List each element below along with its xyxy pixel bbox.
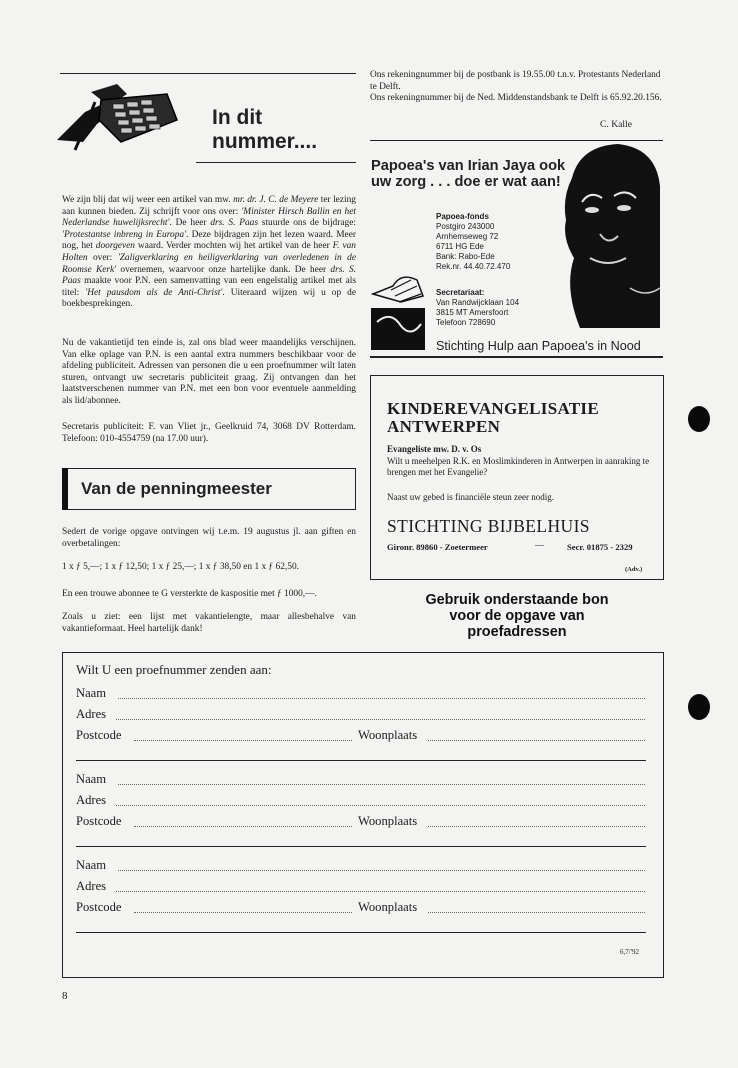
- ke-title-line2: ANTWERPEN: [387, 417, 501, 436]
- fonds-line: Bank: Rabo-Ede: [436, 252, 495, 261]
- fonds-line: Postgiro 243000: [436, 222, 495, 231]
- fonds-line: 6711 HG Ede: [436, 242, 484, 251]
- treasurer-paragraph-2: 1 x ƒ 5,—; 1 x ƒ 12,50; 1 x ƒ 25,—; 1 x ƒ 38,50 en 1 x ƒ 62,50.: [62, 562, 299, 572]
- form-separator: [76, 760, 646, 761]
- postcode-label: Postcode: [76, 728, 122, 742]
- secretaris-paragraph: Secretaris publiciteit: F. van Vliet jr., Geelkruid 74, 3068 DV Rotterdam. Telefoon: 010-4554759 (na 17.00 uur).: [62, 422, 356, 444]
- secretariaat-line: Van Randwijcklaan 104: [436, 298, 520, 307]
- papoea-secretariaat: [436, 288, 519, 328]
- intro-italic-run: 'Zaligverklaring en heiligverklaring van overledenen in de Roomse Kerk': [62, 252, 357, 275]
- telephone-illustration: [55, 78, 195, 158]
- page-number: 8: [62, 990, 68, 1002]
- woonplaats-field[interactable]: [428, 911, 645, 913]
- header-bottom-rule: [196, 162, 356, 163]
- treasurer-paragraph-3: En een trouwe abonnee te G versterkte de kaspositie met ƒ 1000,—.: [62, 589, 317, 599]
- adres-label: Adres: [76, 707, 107, 721]
- ke-stichting: STICHTING BIJBELHUIS: [387, 516, 590, 536]
- naam-label: Naam: [76, 686, 107, 700]
- intro-run: . Deze bijdragen zijn het lezen waard. Meer nog, het: [62, 229, 356, 252]
- ke-gironr: Gironr. 89860 - Zoetermeer: [387, 542, 488, 552]
- woonplaats-field[interactable]: [428, 739, 645, 741]
- postcode-field[interactable]: [134, 911, 352, 913]
- adres-field[interactable]: [116, 718, 645, 720]
- ke-dash: —: [535, 540, 544, 550]
- header-top-rule: [60, 73, 356, 74]
- bon-heading-line3: proefadressen: [467, 624, 567, 640]
- intro-run: ter lezing aan kunnen bieden. Zij schrijft voor ons over:: [62, 195, 356, 217]
- woonplaats-label: Woonplaats: [358, 900, 418, 914]
- treasurer-box: [62, 468, 356, 510]
- secretariaat-line: 3815 MT Amersfoort: [436, 308, 509, 317]
- intro-run: maakte voor P.N. een samenvatting van een engelstalig artikel met als titel:: [62, 276, 356, 298]
- stichting-hulp: Stichting Hulp aan Papoea's in Nood: [436, 339, 641, 353]
- naam-field[interactable]: [118, 783, 645, 785]
- papoea-portrait: [560, 138, 662, 328]
- adres-field[interactable]: [116, 804, 645, 806]
- intro-italic-run: drs. S. Paas: [210, 218, 259, 229]
- header-title-line1: In dit: [212, 106, 263, 129]
- intro-italic-run: mr. dr. J. C. de Meyere: [233, 195, 319, 205]
- fonds-label: Papoea-fonds: [436, 212, 489, 221]
- intro-italic-run: doorgeven: [95, 241, 135, 252]
- secretariaat-label: Secretariaat:: [436, 288, 485, 297]
- account-info: Ons rekeningnummer bij de postbank is 19.55.00 t.n.v. Protestants Nederland te Delft. Ons rekeningnummer bij de Ned. Middenstandsbank te Delft is 65.92.20.156.: [370, 70, 662, 104]
- intro-run: overnemen, waarvoor onze hartelijke dank. De heer: [116, 264, 331, 275]
- postcode-label: Postcode: [76, 900, 122, 914]
- naam-label: Naam: [76, 772, 107, 786]
- postcode-label: Postcode: [76, 814, 122, 828]
- bon-heading-line1: Gebruik onderstaande bon: [425, 592, 609, 608]
- adres-field[interactable]: [116, 890, 645, 892]
- form-code: 6,7/'92: [620, 948, 639, 956]
- intro-italic-run: 'Protestantse inbreng in Europa': [62, 229, 187, 240]
- bon-heading: [370, 592, 664, 640]
- adres-label: Adres: [76, 793, 107, 807]
- form-title: Wilt U een proefnummer zenden aan:: [76, 662, 272, 677]
- treasurer-box-bar: [62, 468, 68, 510]
- intro-run: over:: [87, 252, 118, 263]
- bon-heading-line2: voor de opgave van: [449, 608, 585, 624]
- woonplaats-label: Woonplaats: [358, 728, 418, 742]
- binder-hole: [688, 406, 710, 432]
- papoea-rule: [370, 356, 663, 358]
- papoea-fonds: [436, 212, 510, 272]
- naam-field[interactable]: [118, 697, 645, 699]
- hands-logo: [371, 266, 425, 350]
- woonplaats-field[interactable]: [428, 825, 645, 827]
- treasurer-title: Van de penningmeester: [81, 479, 272, 498]
- ke-title: [387, 400, 599, 436]
- woonplaats-label: Woonplaats: [358, 814, 418, 828]
- treasurer-paragraph-1: Sedert de vorige opgave ontvingen wij t.e.m. 19 augustus jl. aan giften en overbetalingen:: [62, 527, 356, 549]
- ke-title-line1: KINDEREVANGELISATIE: [387, 399, 599, 418]
- signature: C. Kalle: [600, 119, 632, 130]
- kinderevangelisatie-box: [370, 375, 664, 580]
- vakantie-paragraph: Nu de vakantietijd ten einde is, zal ons blad weer maandelijks verschijnen. Van elke oplage van P.N. is een aantal extra nummers beschikbaar voor de afdeling publiciteit. Adressen van personen die u een proefnummer wilt laten sturen, ontvangt uw secretaris publiciteit graag. Zij ontvangen dan het laatstverschenen nummer van P.N. met een bon voor eventuele aanmelding als lid/abonnee.: [62, 338, 356, 406]
- intro-paragraph: [62, 195, 356, 311]
- intro-run: . Uiteraard wijzen wij u op de boekbesprekingen.: [62, 287, 356, 310]
- intro-italic-run: 'Minister Hirsch Ballin en het Nederlandse huwelijksrecht': [62, 206, 357, 229]
- postcode-field[interactable]: [134, 739, 352, 741]
- intro-italic-run: 'Het pausdom als de Anti-Christ': [85, 287, 223, 298]
- treasurer-paragraph-4: Zoals u ziet: een lijst met vakantielengte, maar allesbehalve van vakantieformaat. Heel hartelijk dank!: [62, 612, 356, 634]
- intro-italic-run: drs. S. Paas: [62, 264, 356, 287]
- form-separator: [76, 846, 646, 847]
- fonds-line: Arnhemseweg 72: [436, 232, 499, 241]
- postcode-field[interactable]: [134, 825, 352, 827]
- intro-run: . De heer: [169, 218, 211, 229]
- form-separator: [76, 932, 646, 933]
- papoea-heading: Papoea's van Irian Jaya ook uw zorg . . . doe er wat aan!: [371, 158, 566, 191]
- intro-italic-run: F. van Holten: [62, 241, 356, 263]
- ke-secr: Secr. 01875 - 2329: [567, 542, 633, 552]
- adres-label: Adres: [76, 879, 107, 893]
- header-title: [212, 106, 317, 154]
- intro-run: stuurde ons de bijdrage:: [258, 218, 356, 229]
- naam-field[interactable]: [118, 869, 645, 871]
- binder-hole: [688, 694, 710, 720]
- intro-run: We zijn blij dat wij weer een artikel van mw.: [62, 195, 234, 205]
- fonds-line: Rek.nr. 44.40.72.470: [436, 262, 511, 271]
- ke-text2: Naast uw gebed is financiële steun zeer nodig.: [387, 492, 554, 502]
- ke-evangeliste: Evangeliste mw. D. v. Os: [387, 444, 482, 454]
- naam-label: Naam: [76, 858, 107, 872]
- ke-text1: Wilt u meehelpen R.K. en Moslimkinderen in Antwerpen in aanraking te brengen met het Evangelie?: [387, 456, 650, 477]
- header-title-line2: nummer....: [212, 130, 318, 153]
- secretariaat-line: Telefoon 728690: [436, 318, 496, 327]
- ke-adv: (Adv.): [625, 566, 643, 573]
- intro-run: waard. Verder mochten wij het artikel van de heer: [134, 241, 333, 252]
